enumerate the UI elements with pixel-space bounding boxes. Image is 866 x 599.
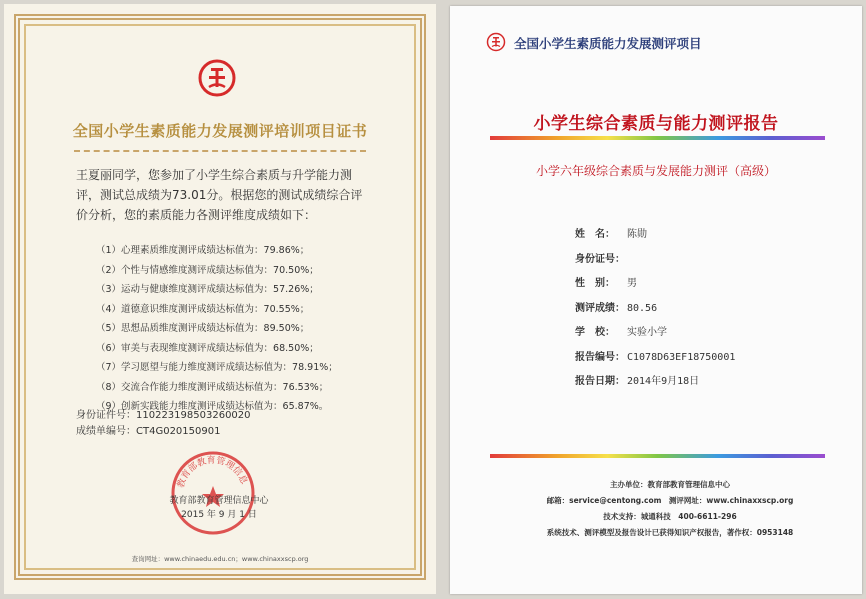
score-item: （5）思想品质维度测评成绩达标值为：89.50%； [96,323,310,334]
svg-text:教育部教育管理信息: 教育部教育管理信息 [176,455,249,490]
issuer-name: 教育部教育管理信息中心 [169,496,269,506]
copyright-line: 系统技术、测评模型及报告设计已获得知识产权报告，著作权：0953148 [546,528,794,537]
certificate-body-text: 王夏丽同学，您参加了小学生综合素质与升学能力测评，测试总成绩为73.01分。根据您的测试成绩综合评价分析，您的素质能力各测评维度成绩如下： [76,168,363,222]
report-organization: 全国小学生素质能力发展测评项目 [514,36,702,51]
field-label: 姓 名： [575,229,615,240]
tech-support: 技术支持：城通科技 400-6611-296 [603,512,737,521]
report-fields [575,223,735,395]
field-row [575,272,735,297]
report-cover-page [450,6,862,594]
field-label: 报告编号： [575,351,625,363]
field-value: 2014年9月18日 [627,376,700,387]
score-item: （8）交流合作能力维度测评成绩达标值为：76.53%； [96,381,329,393]
field-value: C1078D63EF18750001 [627,351,736,363]
field-row [575,248,735,273]
score-item: （9）创新实践能力维度测评成绩达标值为：65.87%。 [96,401,329,412]
issue-date: 2015 年 9 月 1 日 [181,510,257,520]
field-label: 报告日期： [575,376,625,387]
field-value: 陈勋 [627,229,647,240]
certificate-ids [76,408,251,440]
rainbow-divider [490,454,825,458]
report-subtitle: 小学六年级综合素质与发展能力测评（高级） [535,164,776,178]
score-sheet-number: 成绩单编号：CT4G020150901 [76,426,221,437]
title-divider [74,150,366,152]
assessment-logo-icon [486,32,506,52]
id-number: 身份证件号：110223198503260020 [76,410,251,421]
certificate-footer: 查询网址：www.chinaedu.edu.cn；www.chinaxxscp.org [131,555,309,563]
field-label: 测评成绩： [575,302,625,314]
field-row [575,346,735,371]
field-row [575,321,735,346]
report-footer [505,477,835,541]
score-list [96,241,338,417]
field-row [575,223,735,248]
field-value: 80.56 [627,302,658,314]
field-value: 实验小学 [627,327,667,338]
field-row [575,370,735,395]
issuer-block [154,494,284,522]
score-item: （7）学习愿望与能力维度测评成绩达标值为：78.91%； [96,362,338,373]
rainbow-divider [490,136,825,140]
contact-line: 邮箱：service@centong.com 测评网址：www.chinaxxscp.org [546,496,794,505]
score-item: （2）个性与情感维度测评成绩达标值为：70.50%； [96,264,319,276]
field-label: 性 别： [575,278,615,289]
field-label: 身份证号： [575,253,625,265]
certificate-title: 全国小学生素质能力发展测评培训项目证书 [72,122,368,140]
official-seal-stamp [168,448,258,538]
field-label: 学 校： [575,327,615,338]
report-title: 小学生综合素质与能力测评报告 [533,114,779,134]
score-item: （3）运动与健康维度测评成绩达标值为：57.26%； [96,284,319,295]
score-item: （6）审美与表现维度测评成绩达标值为：68.50%； [96,342,319,354]
host-unit: 主办单位：教育部教育管理信息中心 [610,480,730,489]
field-row [575,297,735,322]
certificate-page [4,4,436,594]
score-item: （1）心理素质维度测评成绩达标值为：79.86%； [96,245,310,256]
score-item: （4）道德意识维度测评成绩达标值为：70.55%； [96,303,310,315]
assessment-logo-icon [197,58,237,98]
field-value: 男 [627,278,637,289]
